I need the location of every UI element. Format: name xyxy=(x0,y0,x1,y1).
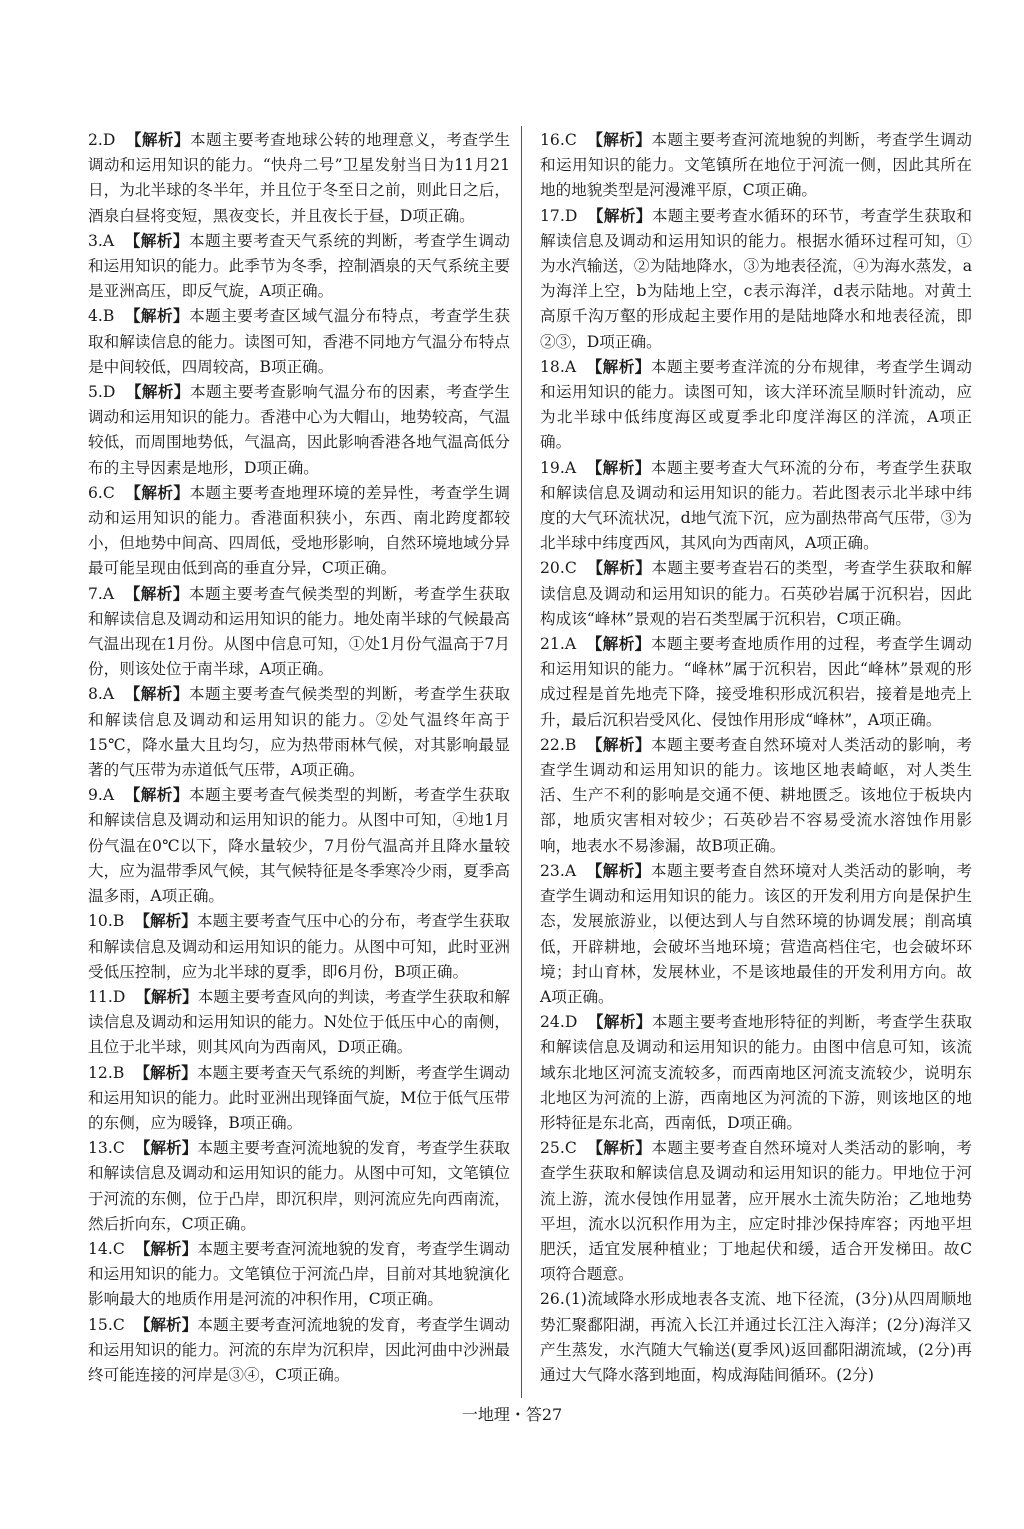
analysis-text: 本题主要考查气候类型的判断，考查学生获取和解读信息及调动和运用知识的能力。从图中可知，④地1月份气温在0℃以下，降水量较少，7月份气温高并且降水量较大，应为温带季风气候，其气候特征是冬季寒冷少雨，夏季高温多雨，A项正确。 xyxy=(88,786,510,906)
analysis-text: 本题主要考查气候类型的判断，考查学生获取和解读信息及调动和运用知识的能力。地处南半球的气候最高气温出现在1月份。从图中信息可知，①处1月份气温高于7月份，则该处位于南半球，A项正确。 xyxy=(88,584,510,679)
question-number: 21. xyxy=(540,635,565,654)
analysis-text: 本题主要考查气候类型的判断，考查学生获取和解读信息及调动和运用知识的能力。②处气温终年高于15℃，降水量大且均匀，应为热带雨林气候，对其影响最显著的气压带为赤道低气压带，A项正确。 xyxy=(88,685,510,780)
answer-item xyxy=(540,733,972,859)
analysis-text: 本题主要考查天气系统的判断，考查学生调动和运用知识的能力。此季节为冬季，控制酒泉的天气系统主要是亚洲高压，即反气旋，A项正确。 xyxy=(88,231,510,301)
answer-letter: A xyxy=(102,584,115,603)
answer-item xyxy=(540,1136,972,1287)
question-number: 14. xyxy=(88,1239,113,1258)
analysis-text: 本题主要考查自然环境对人类活动的影响，考查学生调动和运用知识的能力。该区的开发利用方向是保护生态，发展旅游业，以便达到人与自然环境的协调发展；削高填低，开辟耕地，会破坏当地环境；营造高档住宅，也会破坏环境；封山育林，发展林业，不是该地最佳的开发利用方向。故A项正确。 xyxy=(540,861,972,1006)
analysis-text: 本题主要考查区域气温分布特点，考查学生获取和解读信息的能力。读图可知，香港不同地方气温分布特点是中间较低，四周较高，B项正确。 xyxy=(88,307,510,376)
answer-item xyxy=(88,229,510,305)
analysis-text: 本题主要考查自然环境对人类活动的影响，考查学生获取和解读信息及调动和运用知识的能力。甲地位于河流上游，流水侵蚀作用显著，应开展水土流失防治；乙地地势平坦，流水以沉积作用为主，应定时排沙保持库容；丙地平坦肥沃，适宜发展种植业；丁地起伏和缓，适合开发梯田。故C项符合题意。 xyxy=(540,1139,972,1284)
answer-letter: C xyxy=(564,559,577,578)
analysis-text: 本题主要考查地形特征的判断，考查学生获取和解读信息及调动和运用知识的能力。由图中信息可知，该流域东北地区河流支流较多，而西南地区河流支流较少，说明东北地区为河流的上游，西南地区为河流的下游，则该地区的地形特征是东北高，西南低，D项正确。 xyxy=(540,1013,972,1132)
answer-letter: B xyxy=(102,307,115,326)
analysis-tag: 【解析】 xyxy=(124,786,189,805)
question-number: 12. xyxy=(88,1063,113,1082)
answer-item xyxy=(540,556,972,632)
analysis-text: 本题主要考查天气系统的判断，考查学生调动和运用知识的能力。此时亚洲出现锋面气旋，M位于低气压带的东侧，应为暖锋，B项正确。 xyxy=(88,1063,510,1132)
analysis-text: (1)流域降水形成地表各支流、地下径流，(3分)从四周顺地势汇聚鄱阳湖，再流入长江并通过长江注入海洋；(2分)海洋又产生蒸发，水汽随大气输送(夏季风)返回鄱阳湖流域，(2分)再通过大气降水落到地面，构成海陆间循环。(2分) xyxy=(540,1290,972,1384)
answer-letter: C xyxy=(564,1139,577,1158)
question-number: 7. xyxy=(88,584,103,603)
analysis-tag: 【解析】 xyxy=(134,912,197,931)
answer-letter: B xyxy=(564,735,577,754)
analysis-tag: 【解析】 xyxy=(134,1139,198,1158)
analysis-text: 本题主要考查影响气温分布的因素，考查学生调动和运用知识的能力。香港中心为大帽山，地势较高，气温较低，而周围地势低，气温高，因此影响香港各地气温高低分布的主导因素是地形，D项正确。 xyxy=(88,383,510,477)
question-number: 13. xyxy=(88,1139,113,1158)
answer-item xyxy=(88,1237,510,1313)
question-number: 2. xyxy=(88,131,103,149)
analysis-tag: 【解析】 xyxy=(586,861,651,880)
answer-item xyxy=(540,859,972,1010)
analysis-tag: 【解析】 xyxy=(134,1063,197,1082)
answer-item xyxy=(540,1287,972,1388)
analysis-tag: 【解析】 xyxy=(586,357,651,376)
question-number: 11. xyxy=(88,987,113,1006)
answer-item xyxy=(88,1061,510,1137)
answer-letter: A xyxy=(564,357,577,376)
analysis-tag: 【解析】 xyxy=(125,383,190,402)
answer-item xyxy=(540,128,972,204)
question-number: 24. xyxy=(540,1013,565,1032)
answer-letter: C xyxy=(112,1139,125,1158)
answer-letter: A xyxy=(102,685,115,704)
question-number: 9. xyxy=(88,786,103,805)
analysis-text: 本题主要考查河流地貌的发育，考查学生调动和运用知识的能力。文笔镇位于河流凸岸，目前对其地貌演化影响最大的地质作用是河流的冲积作用，C项正确。 xyxy=(88,1239,510,1309)
answer-letter: A xyxy=(564,861,577,880)
analysis-tag: 【解析】 xyxy=(586,735,652,754)
analysis-tag: 【解析】 xyxy=(586,559,652,578)
analysis-tag: 【解析】 xyxy=(124,307,190,326)
question-number: 25. xyxy=(540,1139,565,1158)
left-column xyxy=(88,128,510,1388)
analysis-text: 本题主要考查洋流的分布规律，考查学生调动和运用知识的能力。读图可知，该大洋环流呈顺时针流动，应为北半球中低纬度海区或夏季北印度洋海区的洋流，A项正确。 xyxy=(540,357,972,452)
answer-letter: D xyxy=(102,131,116,149)
question-number: 4. xyxy=(88,307,103,326)
answer-item xyxy=(88,481,510,582)
analysis-tag: 【解析】 xyxy=(124,483,190,502)
question-number: 6. xyxy=(88,483,103,502)
question-number: 5. xyxy=(88,383,103,402)
analysis-text: 本题主要考查自然环境对人类活动的影响，考查学生调动和运用知识的能力。该地区地表崎岖，对人类生活、生产不利的影响是交通不便、耕地匮乏。该地位于板块内部，地质灾害相对较少；石英砂岩不容易受流水溶蚀作用影响，地表水不易渗漏，故B项正确。 xyxy=(540,735,972,855)
analysis-tag: 【解析】 xyxy=(587,1013,652,1032)
answer-letter: C xyxy=(112,1239,125,1258)
question-number: 19. xyxy=(540,458,565,477)
answer-letter: D xyxy=(564,206,578,225)
answer-item xyxy=(88,128,510,229)
answer-letter: A xyxy=(564,635,577,654)
answer-item xyxy=(88,304,510,380)
answer-item xyxy=(88,1313,510,1389)
column-divider xyxy=(521,126,522,1398)
question-number: 26. xyxy=(540,1290,565,1309)
analysis-tag: 【解析】 xyxy=(135,987,198,1006)
analysis-text: 本题主要考查气压中心的分布，考查学生获取和解读信息及调动和运用知识的能力。从图中可知，此时亚洲受低压控制，应为北半球的夏季，即6月份，B项正确。 xyxy=(88,912,510,981)
answer-letter: D xyxy=(112,987,126,1006)
analysis-text: 本题主要考查地球公转的地理意义，考查学生调动和运用知识的能力。“快舟二号”卫星发射当日为11月21日，为北半球的冬半年，并且位于冬至日之前，则此日之后，酒泉白昼将变短，黑夜变长，并且夜长于昼，D项正确。 xyxy=(88,131,510,225)
answer-item xyxy=(540,632,972,733)
answer-letter: A xyxy=(102,786,115,805)
analysis-tag: 【解析】 xyxy=(134,1239,198,1258)
answer-item xyxy=(88,682,510,783)
answer-item xyxy=(540,1010,972,1136)
answer-letter: D xyxy=(102,383,116,402)
right-column xyxy=(540,128,972,1388)
analysis-tag: 【解析】 xyxy=(587,206,652,225)
answer-letter: C xyxy=(564,131,577,149)
answer-letter: B xyxy=(112,1063,125,1082)
answer-item xyxy=(88,1136,510,1237)
answer-letter: D xyxy=(564,1013,578,1032)
answer-item xyxy=(88,582,510,683)
analysis-text: 本题主要考查河流地貌的发育，考查学生调动和运用知识的能力。河流的东岸为沉积岸，因此河曲中沙洲最终可能连接的河岸是③④，C项正确。 xyxy=(88,1315,510,1384)
question-number: 10. xyxy=(88,912,113,931)
analysis-tag: 【解析】 xyxy=(124,584,189,603)
analysis-tag: 【解析】 xyxy=(586,458,651,477)
analysis-tag: 【解析】 xyxy=(134,1315,198,1334)
answer-letter: B xyxy=(112,912,125,931)
analysis-text: 本题主要考查风向的判读，考查学生获取和解读信息及调动和运用知识的能力。N处位于低压中心的南侧，且位于北半球，则其风向为西南风，D项正确。 xyxy=(88,987,510,1057)
answer-letter: C xyxy=(112,1315,125,1334)
answer-letter: C xyxy=(102,483,115,502)
analysis-text: 本题主要考查地理环境的差异性，考查学生调动和运用知识的能力。香港面积狭小，东西、南北跨度都较小，但地势中间高、四周低，受地形影响，自然环境地域分异最可能呈现由低到高的垂直分异，C项正确。 xyxy=(88,483,510,578)
question-number: 22. xyxy=(540,735,565,754)
answer-item xyxy=(88,909,510,985)
answer-item xyxy=(88,380,510,481)
answer-item xyxy=(88,783,510,909)
question-number: 18. xyxy=(540,357,565,376)
analysis-text: 本题主要考查地质作用的过程，考查学生调动和运用知识的能力。“峰林”属于沉积岩，因此“峰林”景观的形成过程是首先地壳下降，接受堆积形成沉积岩，接着是地壳上升，最后沉积岩受风化、侵蚀作用形成“峰林”，A项正确。 xyxy=(540,635,972,729)
question-number: 17. xyxy=(540,206,565,225)
question-number: 20. xyxy=(540,559,565,578)
analysis-text: 本题主要考查河流地貌的发育，考查学生获取和解读信息及调动和运用知识的能力。从图中可知，文笔镇位于河流的东侧，位于凸岸，即沉积岸，则河流应先向西南流，然后折向东，C项正确。 xyxy=(88,1139,510,1233)
analysis-text: 本题主要考查河流地貌的判断，考查学生调动和运用知识的能力。文笔镇所在地位于河流一侧，因此其所在地的地貌类型是河漫滩平原，C项正确。 xyxy=(540,131,972,200)
answer-item xyxy=(88,985,510,1061)
analysis-tag: 【解析】 xyxy=(124,231,189,250)
answer-item xyxy=(540,456,972,557)
answer-letter: A xyxy=(102,231,115,250)
analysis-tag: 【解析】 xyxy=(586,131,652,149)
analysis-text: 本题主要考查大气环流的分布，考查学生获取和解读信息及调动和运用知识的能力。若此图表示北半球中纬度的大气环流状况，d地气流下沉，应为副热带高气压带，③为北半球中纬度西风，其风向为西南风，A项正确。 xyxy=(540,458,972,553)
analysis-tag: 【解析】 xyxy=(124,685,189,704)
analysis-text: 本题主要考查岩石的类型，考查学生获取和解读信息及调动和运用知识的能力。石英砂岩属于沉积岩，因此构成该“峰林”景观的岩石类型属于沉积岩，C项正确。 xyxy=(540,559,972,628)
page-footer: 一地理・答27 xyxy=(461,1405,563,1424)
analysis-tag: 【解析】 xyxy=(586,1139,652,1158)
answer-letter: A xyxy=(564,458,577,477)
question-number: 15. xyxy=(88,1315,113,1334)
question-number: 8. xyxy=(88,685,103,704)
analysis-tag: 【解析】 xyxy=(586,635,651,654)
answer-item xyxy=(540,204,972,355)
question-number: 23. xyxy=(540,861,565,880)
question-number: 3. xyxy=(88,231,103,250)
question-number: 16. xyxy=(540,131,565,149)
answer-item xyxy=(540,355,972,456)
analysis-text: 本题主要考查水循环的环节，考查学生获取和解读信息及调动和运用知识的能力。根据水循环过程可知，①为水汽输送，②为陆地降水，③为地表径流，④为海水蒸发，a为海洋上空，b为陆地上空，c表示海洋，d表示陆地。对黄土高原千沟万壑的形成起主要作用的是陆地降水和地表径流，即②③，D项正确。 xyxy=(540,206,972,351)
analysis-tag: 【解析】 xyxy=(125,131,190,149)
